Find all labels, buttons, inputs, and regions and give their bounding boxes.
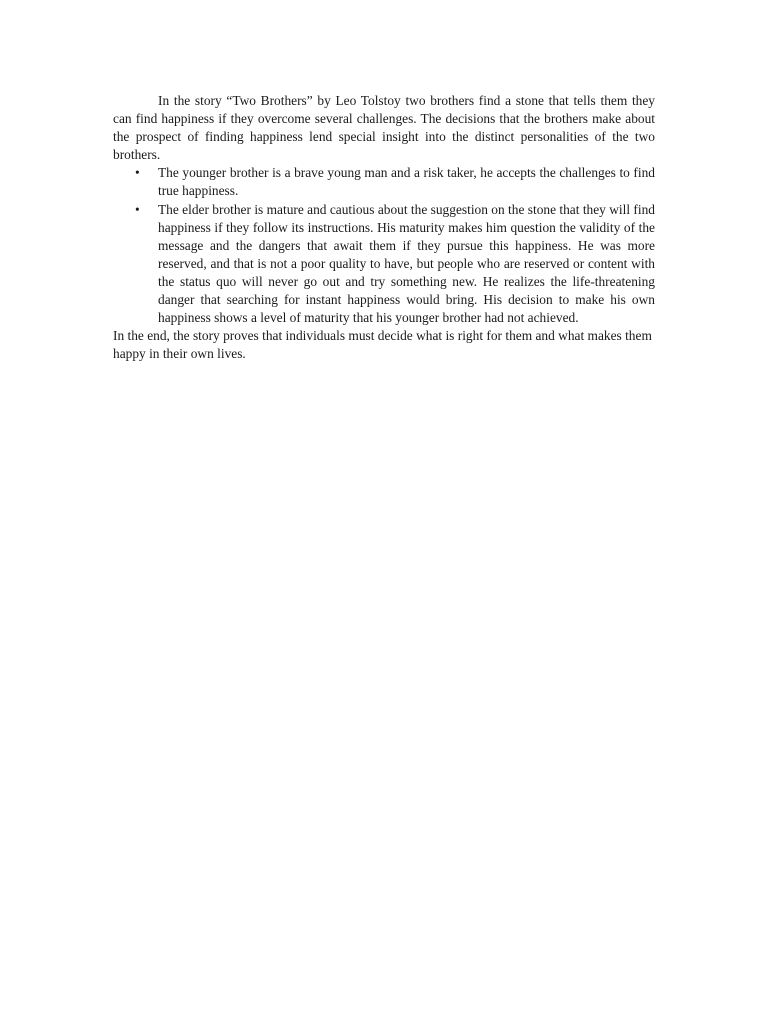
bullet-item-elder-brother <box>113 201 655 328</box>
intro-paragraph: In the story “Two Brothers” by Leo Tolstoy two brothers find a stone that tells them they can find happiness if they overcome several challenges. The decisions that the brothers make about the prospect of finding happiness lend special insight into the distinct personalities of the two brothers. <box>113 93 655 163</box>
bullet-item-younger-brother <box>113 164 655 200</box>
bullet-icon: • <box>135 165 140 181</box>
conclusion-paragraph: In the end, the story proves that individuals must decide what is right for them and what makes them happy in their own lives. <box>113 328 652 362</box>
bullet-list <box>113 164 655 327</box>
bullet-icon: • <box>135 201 140 217</box>
bullet-text: The younger brother is a brave young man and a risk taker, he accepts the challenges to find true happiness. <box>158 165 655 199</box>
bullet-text: The elder brother is mature and cautious about the suggestion on the stone that they will find happiness if they follow its instructions. His maturity makes him question the validity of the message and the dangers that await them if they pursue this happiness. He was more reserved, and that is not a poor quality to have, but people who are reserved or content with the status quo will never go out and try something new. He realizes the life-threatening danger that searching for instant happiness would bring. His decision to make his own happiness shows a level of maturity that his younger brother had not achieved. <box>158 201 655 326</box>
essay-body <box>113 92 655 363</box>
